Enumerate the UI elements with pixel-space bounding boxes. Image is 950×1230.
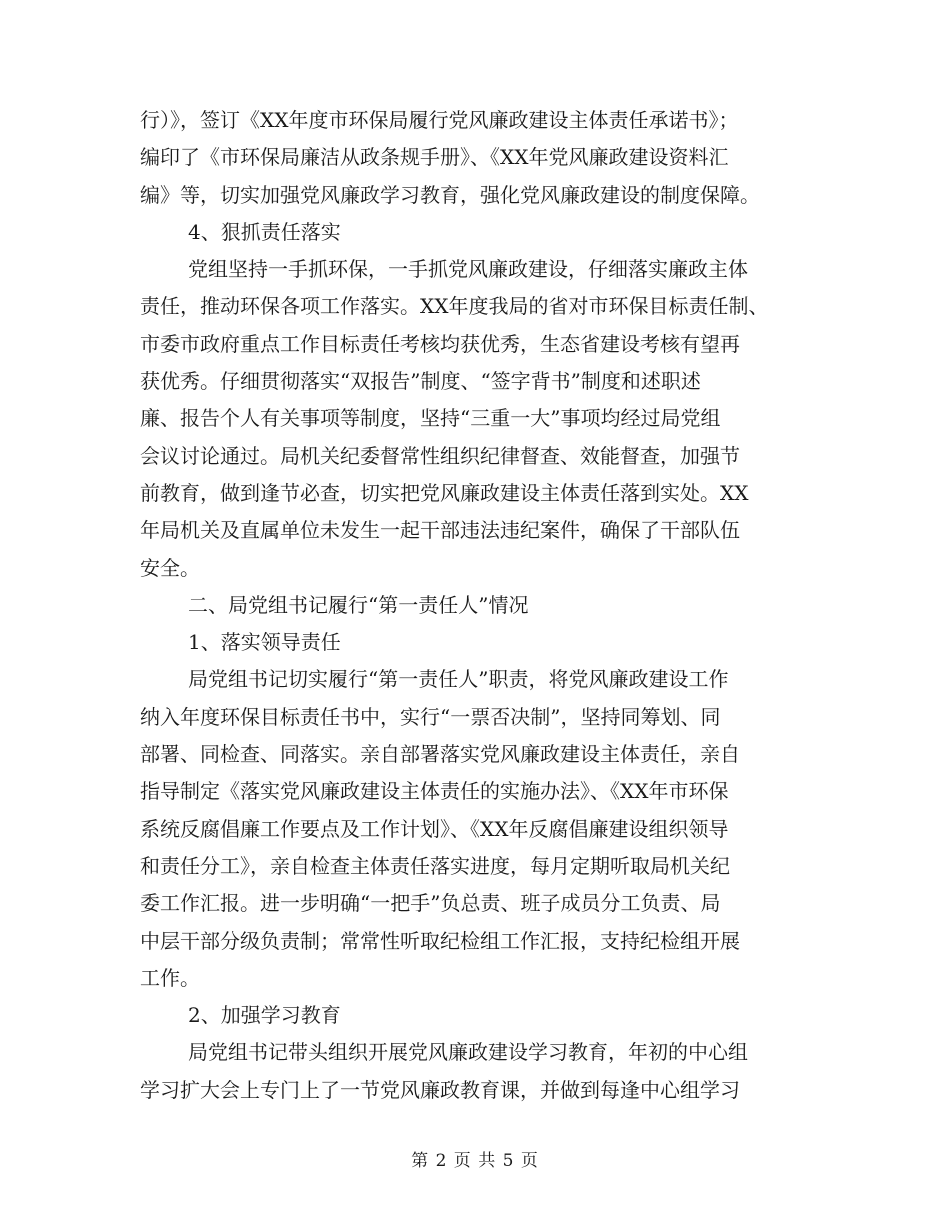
text-line: 廉、报告个人有关事项等制度，坚持“三重一大”事项均经过局党组	[140, 406, 721, 431]
text-line: 工作。	[140, 965, 200, 990]
text-line: 部署、同检查、同落实。亲自部署落实党风廉政建设主体责任，亲自	[140, 742, 740, 767]
page-footer	[0, 1150, 950, 1172]
text-line: 前教育，做到逢节必查，切实把党风廉政建设主体责任落到实处。XX	[140, 480, 749, 505]
text-line: 系统反腐倡廉工作要点及工作计划》、《XX年反腐倡廉建设组织领导	[140, 816, 729, 841]
text-line: 行）》，签订《XX年度市环保局履行党风廉政建设主体责任承诺书》；	[140, 108, 739, 132]
text-line: 党组坚持一手抓环保，一手抓党风廉政建设，仔细落实廉政主体	[188, 257, 748, 282]
document-body	[140, 102, 820, 1109]
text-line: 学习扩大会上专门上了一节党风廉政教育课，并做到每逢中心组学习	[140, 1077, 740, 1102]
text-line: 委工作汇报。进一步明确“一把手”负总责、班子成员分工负责、局	[140, 891, 721, 916]
text-line: 编》等，切实加强党风廉政学习教育，强化党风廉政建设的制度保障。	[140, 182, 760, 207]
text-line: 中层干部分级负责制；常常性听取纪检组工作汇报，支持纪检组开展	[140, 928, 740, 953]
text-line: 会议讨论通过。局机关纪委督常性组织纪律督查、效能督查，加强节	[140, 443, 740, 468]
text-line: 局党组书记带头组织开展党风廉政建设学习教育，年初的中心组	[188, 1040, 748, 1065]
text-line: 纳入年度环保目标责任书中，实行“一票否决制”，坚持同筹划、同	[140, 704, 721, 729]
text-line: 局党组书记切实履行“第一责任人”职责，将党风廉政建设工作	[188, 667, 729, 692]
text-line: 年局机关及直属单位未发生一起干部违法违纪案件，确保了干部队伍	[140, 518, 740, 543]
text-line: 和责任分工》，亲自检查主体责任落实进度，每月定期听取局机关纪	[140, 853, 730, 878]
text-line: 市委市政府重点工作目标责任考核均获优秀，生态省建设考核有望再	[140, 331, 740, 356]
text-line: 4、狠抓责任落实	[188, 219, 341, 244]
text-line: 二、局党组书记履行“第一责任人”情况	[188, 592, 529, 617]
text-line: 责任，推动环保各项工作落实。XX年度我局的省对市环保目标责任制、	[140, 294, 769, 319]
text-line: 安全。	[140, 555, 200, 580]
text-line: 获优秀。仔细贯彻落实“双报告”制度、“签字背书”制度和述职述	[140, 369, 701, 394]
page-number-label: 第 2 页 共 5 页	[411, 1151, 539, 1171]
text-line: 编印了《市环保局廉洁从政条规手册》、《XX年党风廉政建设资料汇	[140, 145, 729, 170]
text-line: 2、加强学习教育	[188, 1003, 341, 1028]
text-line: 1、落实领导责任	[188, 630, 341, 655]
text-line: 指导制定《落实党风廉政建设主体责任的实施办法》、《XX年市环保	[140, 779, 729, 804]
